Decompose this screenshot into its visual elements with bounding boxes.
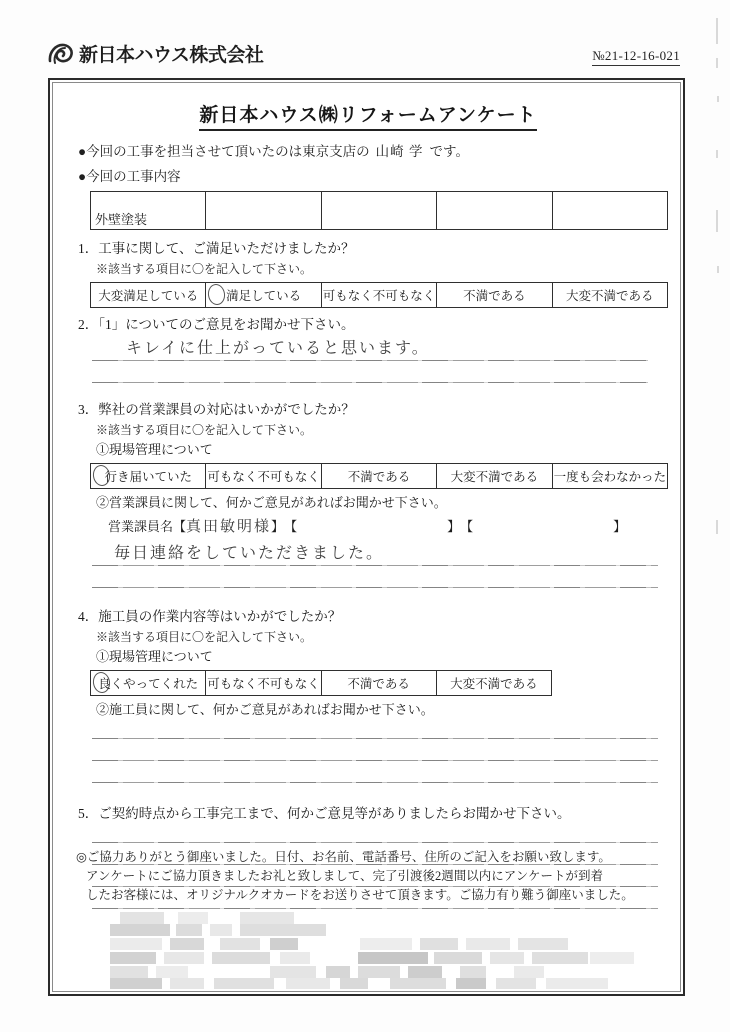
question-3-scale xyxy=(90,463,668,489)
writing-rule xyxy=(92,760,658,761)
question-3-note: ※該当する項目に〇を記入して下さい。 xyxy=(96,423,313,437)
q4-option-2-label: 不満である xyxy=(347,677,410,691)
footer-line-1: ◎ご協力ありがとう御座いました。日付、お名前、電話番号、住所のご記入をお願い致します。 xyxy=(76,850,611,864)
question-5-answer[interactable] xyxy=(126,824,658,840)
footer-note xyxy=(76,848,660,905)
question-1 xyxy=(78,238,658,308)
work-content-table xyxy=(90,191,668,230)
work-content-cell[interactable] xyxy=(206,192,321,230)
company-name: 新日本ハウス株式会社 xyxy=(79,44,264,66)
intro-line xyxy=(78,141,658,163)
table-row xyxy=(91,283,668,308)
table-row xyxy=(91,464,668,489)
q1-option-3[interactable] xyxy=(437,283,552,308)
intro-tail: です。 xyxy=(429,144,469,159)
q4-option-3[interactable] xyxy=(436,671,551,696)
q1-option-1[interactable] xyxy=(206,283,321,308)
q3-option-0[interactable] xyxy=(91,464,206,489)
footer-line-2: アンケートにご協力頂きましたお礼と致しまして、完了引渡後2週間以内にアンケートが到着 xyxy=(86,869,604,883)
q1-option-1-label: 満足している xyxy=(226,289,302,303)
redacted-customer-info xyxy=(90,910,660,990)
work-content-cell[interactable] xyxy=(437,192,552,230)
question-2 xyxy=(78,314,658,383)
q4-option-0-label: 良くやってくれた xyxy=(98,677,199,691)
question-1-scale xyxy=(90,282,668,308)
q3-option-2-label: 不満である xyxy=(347,470,411,484)
question-3-title: 3．弊社の営業課員の対応はいかがでしたか？ xyxy=(78,402,355,417)
question-4-scale xyxy=(90,670,552,696)
question-3-sub1-label: ①現場管理について xyxy=(96,442,213,457)
bracket-close: 】 xyxy=(613,519,627,534)
writing-rule xyxy=(92,587,658,588)
q4-option-1[interactable] xyxy=(206,671,321,696)
selection-circle-mark xyxy=(207,283,227,306)
q3-option-3-label: 大変不満である xyxy=(450,470,539,484)
work-content-label: ●今回の工事内容 xyxy=(78,169,181,184)
assigned-staff-name: 山崎 学 xyxy=(375,144,424,159)
q1-option-3-label: 不満である xyxy=(463,289,526,303)
table-row xyxy=(91,192,668,230)
company-logo xyxy=(48,40,263,67)
table-row xyxy=(91,671,552,696)
q3-option-3[interactable] xyxy=(437,464,552,489)
scan-artifact xyxy=(716,150,718,158)
question-3-sub2-label: ②営業課員に関して、何かご意見があればお聞かせ下さい。 xyxy=(96,495,447,510)
question-4-answer[interactable] xyxy=(126,720,658,736)
bracket-open: 【 xyxy=(460,519,474,534)
writing-rule xyxy=(92,360,648,361)
question-3-answer[interactable]: 毎日連絡をしていただきました。 xyxy=(114,543,385,562)
question-1-title: 1．工事に関して、ご満足いただけましたか？ xyxy=(78,241,355,256)
writing-rule xyxy=(92,782,658,783)
writing-rule xyxy=(92,738,658,739)
work-content-cell[interactable]: 外壁塗装 xyxy=(91,192,206,230)
q4-option-0[interactable] xyxy=(91,671,206,696)
writing-rule xyxy=(92,908,658,909)
footer-line-3: したお客様には、オリジナルクオカードをお送りさせて頂きます。ご協力有り難う御座いました。 xyxy=(86,888,634,902)
sales-staff-bracket-3[interactable] xyxy=(460,516,626,535)
bracket-close: 】 xyxy=(447,519,461,534)
work-content-cell[interactable] xyxy=(321,192,436,230)
scan-artifact xyxy=(717,266,719,273)
q1-option-4-label: 大変不満である xyxy=(566,289,654,303)
writing-rule xyxy=(92,842,658,843)
scan-artifact xyxy=(716,58,718,68)
question-2-answer[interactable]: キレイに仕上がっていると思います。 xyxy=(126,338,430,357)
sales-staff-bracket-1[interactable] xyxy=(173,515,284,536)
sales-staff-field-label: 営業課員名 xyxy=(108,519,174,534)
q3-option-1-label: 可もなく不可もなく xyxy=(207,470,320,484)
scan-artifact xyxy=(716,18,718,44)
bracket-open: 【 xyxy=(284,519,298,534)
sales-staff-name-row xyxy=(108,515,658,536)
question-1-note: ※該当する項目に〇を記入して下さい。 xyxy=(96,262,313,276)
q4-option-2[interactable] xyxy=(321,671,436,696)
q1-option-2[interactable] xyxy=(321,283,436,308)
question-4-title: 4．施工員の作業内容等はいかがでしたか？ xyxy=(78,609,342,624)
question-4-sub1-label: ①現場管理について xyxy=(96,649,213,664)
letterhead xyxy=(48,40,688,74)
q3-option-2[interactable] xyxy=(321,464,436,489)
q3-option-4-label: 一度も会わなかった xyxy=(553,470,667,484)
q1-option-4[interactable] xyxy=(552,283,667,308)
question-2-title: 2．「1」についてのご意見をお聞かせ下さい。 xyxy=(78,317,355,332)
q1-option-0[interactable] xyxy=(91,283,206,308)
form-border xyxy=(48,78,685,996)
question-4 xyxy=(78,606,658,783)
q4-option-3-label: 大変不満である xyxy=(450,677,538,691)
bracket-open: 【 xyxy=(173,519,187,534)
page-title: 新日本ハウス㈱リフォームアンケート xyxy=(199,100,536,131)
intro-text: ●今回の工事を担当させて頂いたのは東京支店の xyxy=(78,144,370,159)
sales-staff-name-written: 真田敏明様 xyxy=(186,517,272,535)
question-3 xyxy=(78,399,667,588)
sales-staff-bracket-2[interactable] xyxy=(284,516,460,535)
work-content-cell[interactable] xyxy=(552,192,667,230)
bracket-close: 】 xyxy=(271,519,285,534)
q3-option-4[interactable] xyxy=(552,464,667,489)
scan-artifact xyxy=(716,210,718,232)
q4-option-1-label: 可もなく不可もなく xyxy=(207,677,320,691)
writing-rule xyxy=(92,565,658,566)
document-number: №21-12-16-021 xyxy=(592,48,680,66)
question-4-sub2-label: ②施工員に関して、何かご意見があればお聞かせ下さい。 xyxy=(96,702,434,717)
q1-option-0-label: 大変満足している xyxy=(98,289,199,303)
question-5-title: 5．ご契約時点から工事完工まで、何かご意見等がありましたらお聞かせ下さい。 xyxy=(78,806,571,821)
swirl-logo-icon xyxy=(48,42,74,66)
writing-rule xyxy=(92,382,648,383)
q3-option-0-label: 行き届いていた xyxy=(104,470,192,484)
scan-artifact xyxy=(716,520,718,534)
scan-artifact xyxy=(717,96,719,102)
q1-option-2-label: 可もなく不可もなく xyxy=(322,289,436,303)
q3-option-1[interactable] xyxy=(206,464,321,489)
question-4-note: ※該当する項目に〇を記入して下さい。 xyxy=(96,630,313,644)
